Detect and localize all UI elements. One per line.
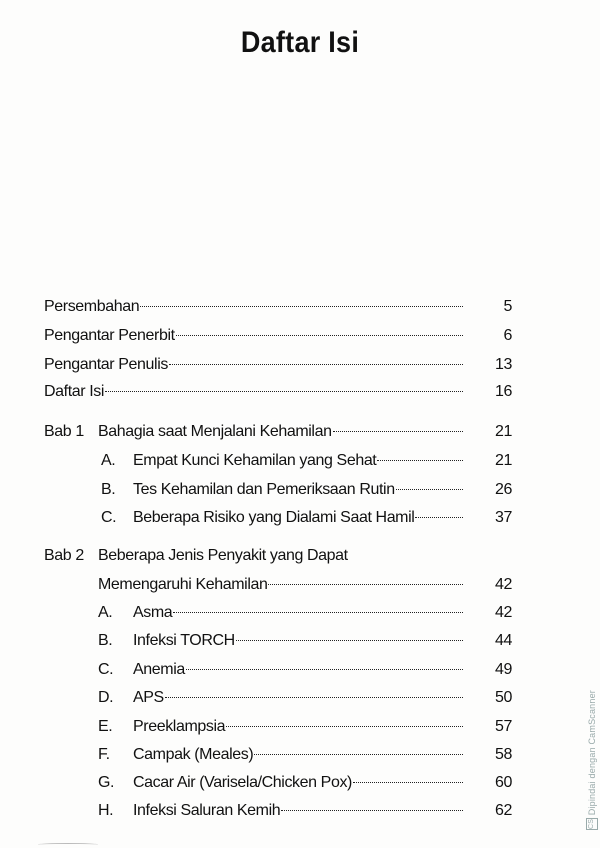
toc-entry-daftar-isi[interactable] <box>44 381 512 403</box>
toc-section[interactable] <box>133 602 512 624</box>
section-title: Tes Kehamilan dan Pemeriksaan Rutin <box>133 481 395 498</box>
section-letter: A. <box>98 604 113 621</box>
toc-chapter-2[interactable] <box>98 574 512 596</box>
dot-leader <box>254 754 463 755</box>
dot-leader <box>186 669 463 670</box>
dot-leader <box>396 489 463 490</box>
scanner-watermark-text: Dipindai dengan CamScanner <box>587 690 597 816</box>
dot-leader <box>140 306 463 307</box>
toc-section[interactable] <box>133 507 512 529</box>
toc-entry-pengantar-penerbit[interactable] <box>44 325 512 347</box>
dot-leader <box>169 364 463 365</box>
section-title: Cacar Air (Varisela/Chicken Pox) <box>133 774 352 791</box>
dot-leader <box>333 431 463 432</box>
dot-leader <box>173 612 463 613</box>
toc-section[interactable] <box>133 744 512 766</box>
toc-entry-page: 6 <box>503 327 512 344</box>
dot-leader <box>353 782 463 783</box>
toc-entry-page: 21 <box>495 452 512 469</box>
section-title: Infeksi Saluran Kemih <box>133 802 281 819</box>
section-title: APS <box>133 689 164 706</box>
section-letter: G. <box>98 774 115 791</box>
dot-leader <box>377 460 463 461</box>
chapter-number: Bab 1 <box>44 423 84 440</box>
toc-entry-page: 42 <box>495 576 512 593</box>
toc-entry-page: 58 <box>495 746 512 763</box>
scanner-watermark <box>586 690 598 833</box>
section-letter: B. <box>98 632 113 649</box>
toc-entry-label: Pengantar Penulis <box>44 356 168 373</box>
section-title: Infeksi TORCH <box>133 632 235 649</box>
dot-leader <box>105 391 463 392</box>
toc-section[interactable] <box>133 450 512 472</box>
dot-leader <box>165 697 463 698</box>
toc-entry-page: 16 <box>495 383 512 400</box>
toc-entry-label: Persembahan <box>44 298 140 315</box>
section-letter: F. <box>98 746 110 763</box>
chapter-title-line-2: Memengaruhi Kehamilan <box>98 576 268 593</box>
dot-leader <box>226 726 463 727</box>
toc-entry-pengantar-penulis[interactable] <box>44 354 512 376</box>
section-letter: D. <box>98 689 114 706</box>
toc-section[interactable] <box>133 659 512 681</box>
dot-leader <box>268 584 463 585</box>
toc-section[interactable] <box>133 687 512 709</box>
toc-section[interactable] <box>133 772 512 794</box>
toc-entry-page: 42 <box>495 604 512 621</box>
dot-leader <box>281 810 463 811</box>
toc-entry-label: Daftar Isi <box>44 383 105 400</box>
toc-entry-page: 21 <box>495 423 512 440</box>
toc-entry-page: 62 <box>495 802 512 819</box>
dot-leader <box>415 517 463 518</box>
toc-section[interactable] <box>133 716 512 738</box>
section-letter: C. <box>98 661 114 678</box>
chapter-title: Bahagia saat Menjalani Kehamilan <box>98 423 332 440</box>
toc-entry-page: 57 <box>495 718 512 735</box>
page-edge-mark <box>38 843 98 846</box>
section-title: Preeklampsia <box>133 718 226 735</box>
toc-entry-persembahan[interactable] <box>44 296 512 318</box>
toc-entry-page: 13 <box>495 356 512 373</box>
section-letter: A. <box>101 452 116 469</box>
section-title: Anemia <box>133 661 185 678</box>
dot-leader <box>176 335 463 336</box>
section-letter: E. <box>98 718 113 735</box>
toc-chapter-1[interactable] <box>98 421 512 443</box>
camscanner-icon: CS <box>586 818 598 830</box>
toc-entry-page: 60 <box>495 774 512 791</box>
toc-entry-page: 26 <box>495 481 512 498</box>
dot-leader <box>236 640 463 641</box>
toc-entry-label: Pengantar Penerbit <box>44 327 175 344</box>
toc-entry-page: 5 <box>503 298 512 315</box>
toc-section[interactable] <box>133 479 512 501</box>
toc-entry-page: 37 <box>495 509 512 526</box>
section-letter: B. <box>101 481 116 498</box>
toc-section[interactable] <box>133 800 512 822</box>
toc-section[interactable] <box>133 630 512 652</box>
section-title: Empat Kunci Kehamilan yang Sehat <box>133 452 377 469</box>
section-title: Asma <box>133 604 173 621</box>
chapter-number: Bab 2 <box>44 547 84 564</box>
toc-entry-page: 44 <box>495 632 512 649</box>
page-title: Daftar Isi <box>240 26 360 59</box>
toc-entry-page: 49 <box>495 661 512 678</box>
toc-entry-page: 50 <box>495 689 512 706</box>
section-title: Campak (Meales) <box>133 746 254 763</box>
chapter-title-line-1: Beberapa Jenis Penyakit yang Dapat <box>98 547 348 564</box>
section-letter: H. <box>98 802 114 819</box>
section-letter: C. <box>101 509 117 526</box>
section-title: Beberapa Risiko yang Dialami Saat Hamil <box>133 509 415 526</box>
